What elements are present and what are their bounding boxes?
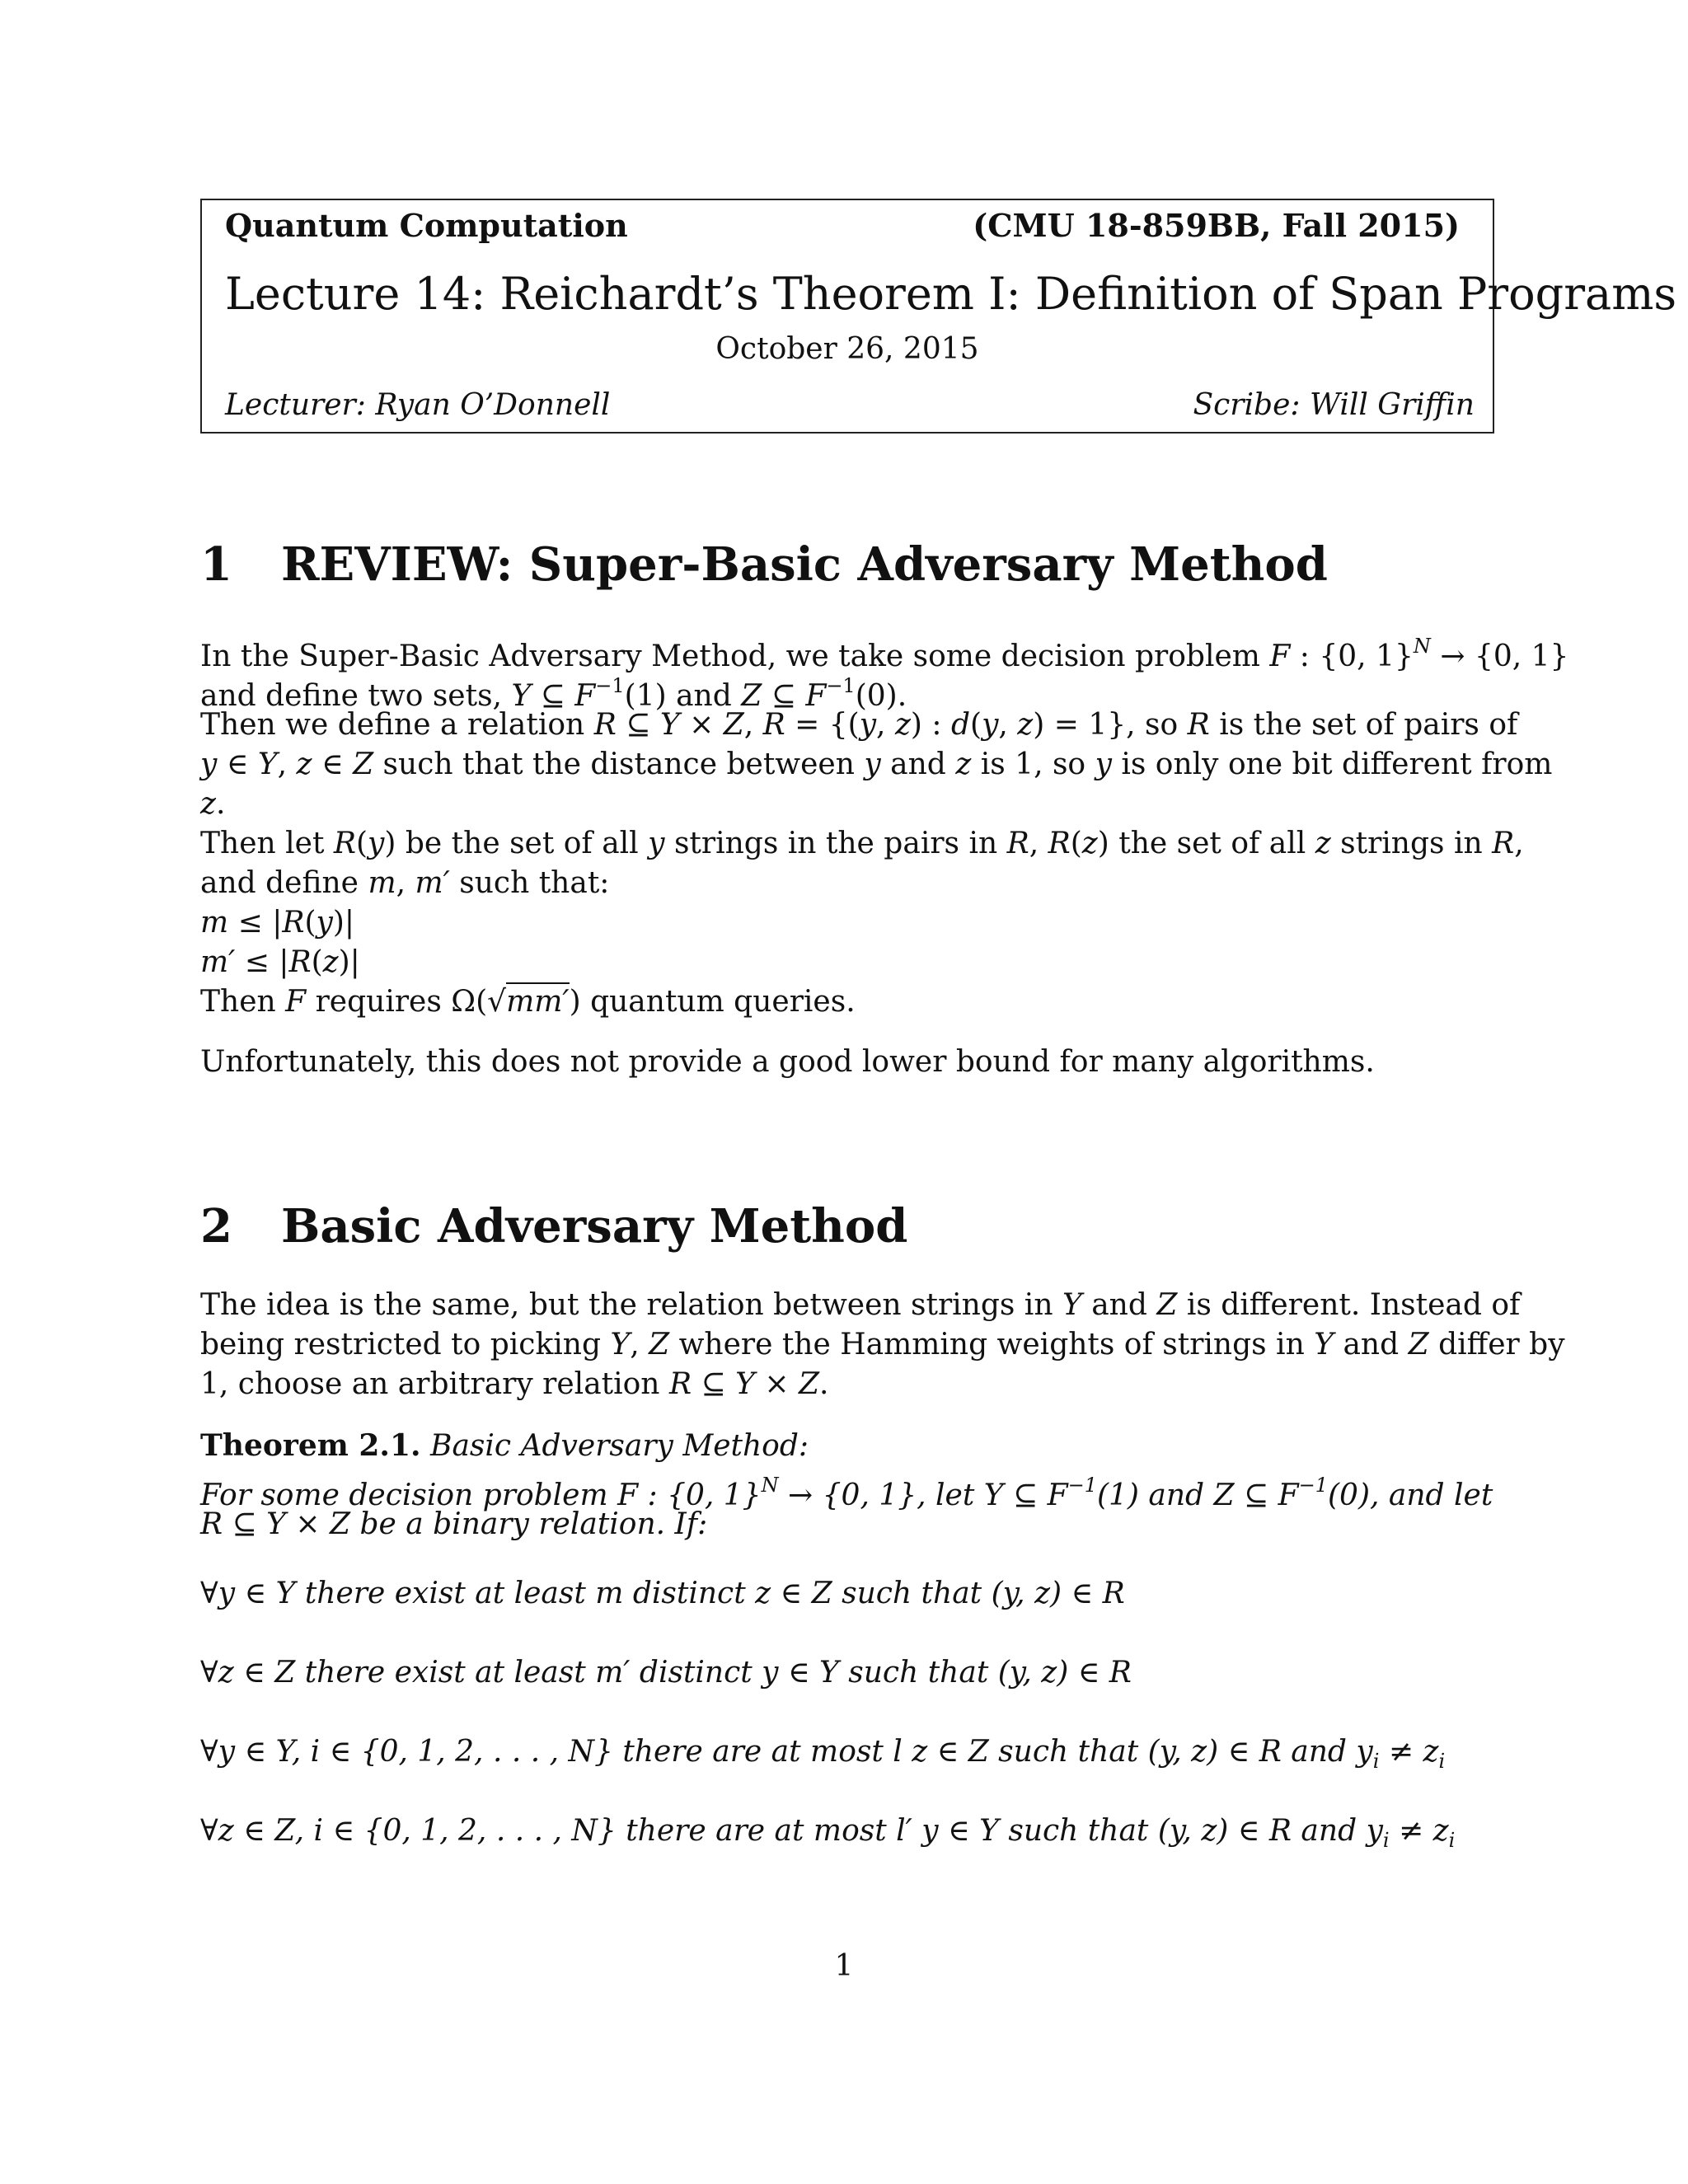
s1-line-7: and define m, m′ such that: xyxy=(200,866,610,900)
theorem-line-1: For some decision problem F : {0, 1}$^N$ → {0, 1}, let Y ⊆ $F^{-1}(1)$ and Z ⊆ $F^{-1}(0)$, and let xyxy=(200,1474,1493,1512)
course-id: (CMU 18-859BB, Fall 2015) xyxy=(973,207,1460,244)
s1-line-3: Then we define a relation R ⊆ Y × Z, R = {(y, z) : d(y, z) = 1}, so R is the set of pairs of xyxy=(200,708,1518,742)
condition-1: ∀y ∈ Y there exist at least m distinct z ∈ Z such that (y, z) ∈ R xyxy=(200,1577,1125,1610)
condition-4: ∀z ∈ Z, i ∈ {0, 1, 2, . . . , N} there are at most l′ y ∈ Y such that (y, z) ∈ R and $y_i \ne z_i$ xyxy=(200,1814,1456,1852)
s1-line-1: In the Super-Basic Adversary Method, we take some decision problem F : {0, 1}$^N$ → {0, 1} xyxy=(200,635,1569,673)
s1-line-6: Then let R(y) be the set of all y strings in the pairs in R, R(z) the set of all z strings in R, xyxy=(200,827,1524,860)
condition-2: ∀z ∈ Z there exist at least m′ distinct y ∈ Y such that (y, z) ∈ R xyxy=(200,1656,1132,1690)
page-number: 1 xyxy=(834,1949,854,1983)
s1-line-11: Unfortunately, this does not provide a good lower bound for many algorithms. xyxy=(200,1045,1375,1079)
s2-line-2: being restricted to picking Y, Z where the Hamming weights of strings in Y and Z differ by xyxy=(200,1328,1565,1361)
scribe: Scribe: Will Griffin xyxy=(1193,388,1475,422)
condition-3: ∀y ∈ Y, i ∈ {0, 1, 2, . . . , N} there are at most l z ∈ Z such that (y, z) ∈ R and $y_i \ne z_i$ xyxy=(200,1735,1446,1773)
s1-line-9: m′ ≤ |R(z)| xyxy=(200,945,360,979)
section-2-heading: 2 Basic Adversary Method xyxy=(200,1199,908,1254)
s1-line-4: y ∈ Y, z ∈ Z such that the distance between y and z is 1, so y is only one bit different from xyxy=(200,748,1553,781)
lecturer: Lecturer: Ryan O’Donnell xyxy=(225,388,611,422)
s2-line-3: 1, choose an arbitrary relation R ⊆ Y × Z. xyxy=(200,1367,829,1401)
lecture-title: Lecture 14: Reichardt’s Theorem I: Definition of Span Programs xyxy=(225,268,1677,320)
s1-line-10: Then F requires Ω(√mm′) quantum queries. xyxy=(200,982,856,1022)
theorem-2-1-heading: Theorem 2.1. Basic Adversary Method: xyxy=(200,1428,809,1463)
theorem-line-2: R ⊆ Y × Z be a binary relation. If: xyxy=(200,1507,708,1541)
s1-line-2: and define two sets, Y ⊆ $F^{-1}(1)$ and Z ⊆ $F^{-1}(0)$. xyxy=(200,674,907,713)
lecture-date: October 26, 2015 xyxy=(715,332,979,366)
s2-line-1: The idea is the same, but the relation between strings in Y and Z is different. Instead of xyxy=(200,1288,1521,1322)
course-name: Quantum Computation xyxy=(225,207,628,244)
section-1-heading: 1 REVIEW: Super-Basic Adversary Method xyxy=(200,537,1328,592)
s1-line-8: m ≤ |R(y)| xyxy=(200,906,355,940)
s1-line-5: z. xyxy=(200,787,226,821)
lecture-header-box xyxy=(200,199,1677,434)
